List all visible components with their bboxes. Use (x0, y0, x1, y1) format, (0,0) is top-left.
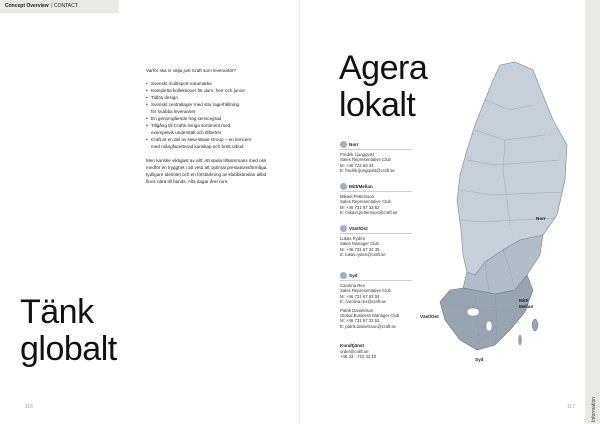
region-marker-icon (340, 141, 347, 148)
side-tab-text: Information (591, 396, 597, 422)
intro-text (146, 67, 276, 185)
region-header (340, 272, 412, 279)
region-header (340, 225, 412, 232)
region-header (340, 141, 412, 148)
region-marker-icon (340, 272, 347, 279)
list-item-continuation: för snabba leveranser (151, 109, 196, 114)
contact-email: E: fredrik.ljungqvist@craft.se (340, 168, 395, 174)
contact-card (340, 194, 412, 216)
region-marker-icon (340, 183, 347, 190)
list-item: • Svenskt multisport-varumärke (146, 80, 276, 87)
page-number-right: 117 (567, 404, 575, 410)
headline-line: lokalt (339, 86, 416, 124)
divider (340, 191, 412, 192)
contact-phone: M: +46 722 53 34 (340, 162, 374, 168)
list-item: • Svenskt centrallager med stor lagerhållning (146, 101, 276, 108)
list-item-continuation: med mångfacetterad kunskap och brett utbud (151, 144, 244, 149)
section-subtitle: CONTACT (53, 3, 78, 9)
map-label-syd: Syd (475, 357, 484, 362)
contact-email: E: carolina.rex@craft.se (340, 299, 386, 305)
intro-question: Varför ska ni välja just Craft som leverantör? (146, 68, 237, 73)
customer-service-title: Kundtjänst (340, 343, 364, 348)
divider (340, 233, 412, 234)
contact-phone: M: +46 731 67 33 35 (340, 246, 380, 252)
region-marker-icon (340, 225, 347, 232)
page-number-left: 116 (25, 404, 33, 410)
contact-name: Fredrik Ljungqvist (340, 152, 374, 157)
list-item-continuation: exempelvis underställ och tillbehör (151, 130, 222, 135)
reasons-list (146, 80, 276, 150)
map-label-line: Mitt/ (519, 298, 529, 303)
map-label-norr: Norr (536, 216, 546, 221)
customer-service (340, 343, 412, 363)
contact-phone: M: +46 731 67 33 62 (340, 204, 380, 210)
map-label-line: Mellan (519, 303, 534, 309)
header-separator: | (50, 3, 52, 9)
region-syd (340, 272, 412, 332)
region-name: Väst/Ost (349, 226, 368, 231)
map-region-norr (457, 62, 567, 275)
region-name: Mitt/Mellan (349, 184, 373, 189)
contact-role: Sales Representative Club (340, 199, 391, 205)
closing-paragraph: Men kanske viktigast av allt: Att spela tillsammans med oss medför en trygghet i att veta att optimal prestationsförmåga, tydligare identitet och en förstärkning av klubbkänslan alltid finns nära till hands. Alla dagar året runt. (146, 158, 268, 184)
contact-card (340, 349, 412, 360)
contact-card (340, 152, 412, 174)
contact-role: Sales Representative Club (340, 288, 391, 294)
region-norr (340, 141, 412, 177)
service-email: order@craft.se (340, 349, 369, 354)
map-label-mellan (519, 298, 533, 309)
contact-email: E: mikael.pettersson@craft.se (340, 210, 398, 216)
headline-agera-lokalt (339, 50, 427, 124)
contact-role: Sales Representative Club (340, 157, 391, 163)
headline-line: Tänk (20, 293, 94, 331)
lake-vanern (467, 308, 479, 316)
list-item: • Tillgång till Crafts övriga sortiment med (146, 122, 276, 129)
region-name: Syd (349, 273, 358, 278)
side-tab (585, 0, 600, 424)
island-oland (519, 335, 522, 345)
list-item: • Craft är en del av New Wave Group – en koncern (146, 136, 276, 143)
contact-phone: M: +46 731 67 53 04 (340, 293, 380, 299)
contact-name: Mikael Pettersson (340, 194, 375, 199)
sweden-map (415, 50, 580, 370)
region-header (340, 183, 412, 190)
section-header (0, 0, 119, 13)
contact-card (340, 236, 412, 258)
list-item: • En genomgående hög servicegrad (146, 115, 276, 122)
divider (340, 149, 412, 150)
section-title: Concept Overview (5, 3, 49, 9)
headline-tank-globalt (20, 294, 117, 368)
contact-role: Sales Manager Club (340, 241, 379, 247)
lake-vattern (486, 321, 492, 331)
region-mellan (340, 183, 412, 219)
headline-line: Agera (339, 49, 428, 87)
headline-line: globalt (20, 330, 117, 368)
contact-role: Global Business Manager Club (340, 313, 400, 319)
region-vast (340, 225, 412, 261)
contact-name: Patrik Danielsson (340, 307, 374, 313)
contact-phone: M: +46 731 67 33 51 (340, 318, 380, 324)
list-item: • Tidlös design (146, 94, 276, 101)
divider (340, 280, 412, 281)
list-item: • Kompletta kollektioner för dam, herr och junior (146, 87, 276, 94)
region-name: Norr (349, 142, 359, 147)
contact-email: E: patrik.danielsson@craft.se (340, 323, 396, 329)
map-label-vast: Väst/Ost (420, 314, 439, 319)
service-phone: +46 33 - 722 32 10 (340, 354, 377, 360)
contact-card (340, 308, 412, 330)
side-tab-label (585, 394, 600, 424)
contact-name: Carolina Rex (340, 283, 365, 288)
contact-card (340, 283, 412, 305)
contact-name: Lukas Rydén (340, 236, 366, 241)
island-gotland (532, 319, 538, 331)
contact-email: E: lukas.ryden@craft.se (340, 252, 386, 258)
